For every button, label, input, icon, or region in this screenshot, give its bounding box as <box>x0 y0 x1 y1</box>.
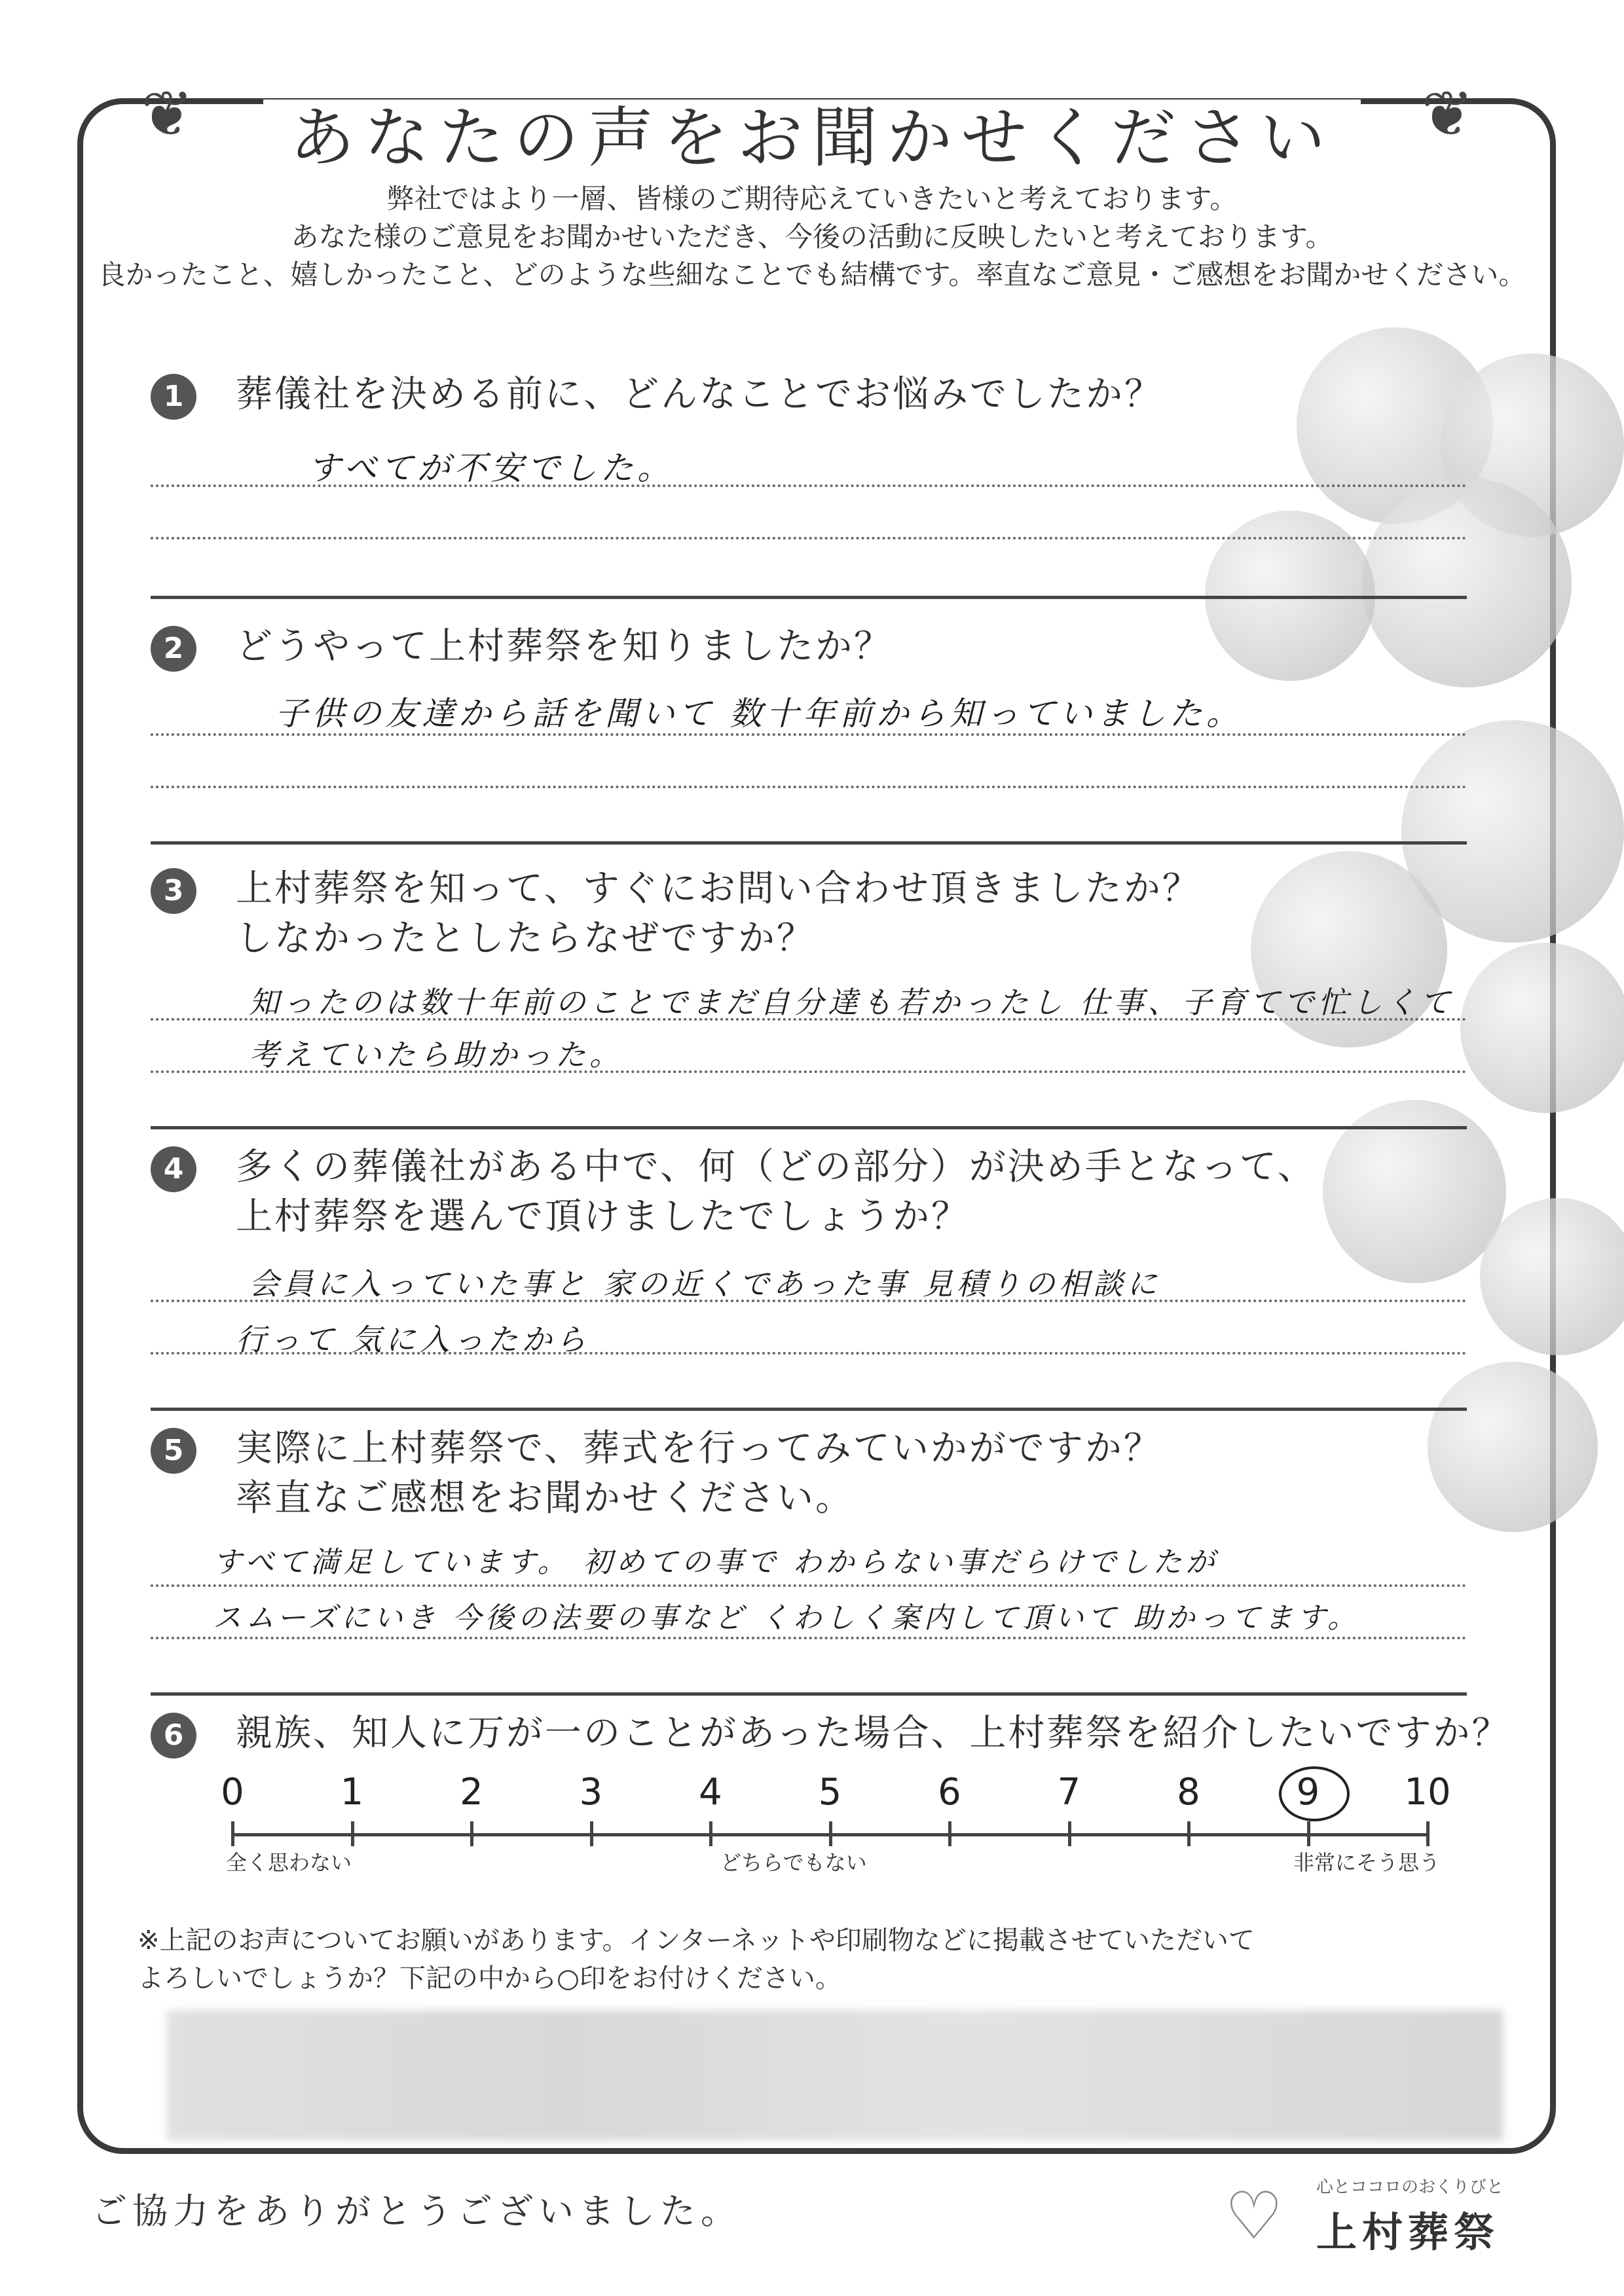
section-divider <box>151 841 1467 845</box>
scale-number[interactable]: 6 <box>938 1771 961 1813</box>
scale-number[interactable]: 9 <box>1296 1771 1320 1813</box>
scale-tick <box>231 1821 234 1846</box>
scale-number[interactable]: 8 <box>1177 1771 1200 1813</box>
answer-line <box>151 1584 1467 1587</box>
handwritten-answer: 子供の友達から話を聞いて 数十年前から知っていました。 <box>275 695 1243 733</box>
scale-tick <box>470 1821 473 1846</box>
question-text: 実際に上村葬祭で、葬式を行ってみていかがですか？ 率直なご感想をお聞かせください。 <box>236 1427 1162 1520</box>
redacted-consent-area <box>167 2010 1503 2141</box>
answer-line <box>151 1352 1467 1355</box>
question-text: 親族、知人に万が一のことがあった場合、上村葬祭を紹介したいですか？ <box>236 1712 1511 1755</box>
question-text: 上村葬祭を知って、すぐにお問い合わせ頂きましたか？ しなかったとしたらなぜですか？ <box>236 867 1201 960</box>
scale-tick <box>1426 1821 1430 1846</box>
scale-number[interactable]: 3 <box>579 1771 603 1813</box>
question-text: どうやって上村葬祭を知りましたか？ <box>236 625 893 668</box>
question-number: 5 <box>151 1428 196 1474</box>
heart-logo-icon: ♡ <box>1225 2178 1283 2254</box>
handwritten-answer: すべて満足しています。 初めての事で わからない事だらけでしたが <box>213 1546 1219 1579</box>
page-title: あなたの声をお聞かせください <box>0 85 1624 179</box>
handwritten-answer: 知ったのは数十年前のことでまだ自分達も若かったし 仕事、子育てで忙しくて <box>249 985 1454 1020</box>
selected-rating-circle <box>1279 1766 1350 1821</box>
scale-label-low: 全く思わない <box>226 1850 352 1875</box>
scale-number[interactable]: 7 <box>1057 1771 1081 1813</box>
answer-line <box>151 1637 1467 1639</box>
scale-number[interactable]: 10 <box>1404 1771 1451 1813</box>
intro-line: 弊社ではより一層、皆様のご期待応えていきたいと考えております。 <box>386 183 1238 215</box>
logo-name: 上村葬祭 <box>1316 2208 1500 2256</box>
answer-line <box>151 786 1467 788</box>
handwritten-answer: 会員に入っていた事と 家の近くであった事 見積りの相談に <box>249 1266 1161 1302</box>
answer-line <box>151 1300 1467 1302</box>
handwritten-answer: スムーズにいき 今後の法要の事など くわしく案内して頂いて 助かってます。 <box>213 1601 1361 1635</box>
scale-tick <box>1187 1821 1190 1846</box>
answer-line <box>151 537 1467 539</box>
scale-tick <box>1307 1821 1310 1846</box>
answer-line <box>151 733 1467 736</box>
handwritten-answer: 行って 気に入ったから <box>236 1322 590 1357</box>
question-text: 葬儀社を決める前に、どんなことでお悩みでしたか？ <box>236 373 1163 416</box>
section-divider <box>151 596 1467 599</box>
scale-tick <box>590 1821 593 1846</box>
answer-line <box>151 484 1467 487</box>
answer-line <box>151 1070 1467 1073</box>
question-text: 多くの葬儀社がある中で、何（どの部分）が決め手となって、 上村葬祭を選んで頂けましたでしょうか？ <box>236 1146 1316 1238</box>
intro-text <box>0 180 1624 294</box>
company-logo <box>1225 2174 1565 2265</box>
intro-line: 良かったこと、嬉しかったこと、どのような些細なことでも結構です。率直なご意見・ご感想をお聞かせください。 <box>98 259 1526 291</box>
scale-number[interactable]: 1 <box>340 1771 364 1813</box>
scale-tick <box>1068 1821 1071 1846</box>
logo-tagline: 心とココロのおくりびと <box>1316 2178 1504 2197</box>
scale-tick <box>709 1821 712 1846</box>
scale-number[interactable]: 5 <box>818 1771 842 1813</box>
scale-label-high: 非常にそう思う <box>1293 1850 1441 1875</box>
scale-label-mid: どちらでもない <box>720 1850 867 1875</box>
scale-tick <box>351 1821 354 1846</box>
question-number: 4 <box>151 1146 196 1192</box>
thanks-message: ご協力をありがとうございました。 <box>92 2191 741 2232</box>
section-divider <box>151 1692 1467 1696</box>
question-number: 3 <box>151 868 196 914</box>
right-flourish-icon: ❦ <box>1421 77 1474 151</box>
question-number: 2 <box>151 626 196 672</box>
question-number: 1 <box>151 374 196 420</box>
handwritten-answer: 考えていたら助かった。 <box>249 1037 623 1072</box>
scale-number[interactable]: 4 <box>699 1771 722 1813</box>
scale-number[interactable]: 0 <box>221 1771 244 1813</box>
publication-consent-note: ※上記のお声についてお願いがあります。インターネットや印刷物などに掲載させていただいて よろしいでしょうか？下記の中から○印をお付けください。 <box>138 1925 1255 1994</box>
left-flourish-icon: ❦ <box>141 77 194 151</box>
scale-number[interactable]: 2 <box>460 1771 483 1813</box>
section-divider <box>151 1408 1467 1411</box>
clover-background-decoration <box>1153 314 1624 1558</box>
answer-line <box>151 1018 1467 1021</box>
question-number: 6 <box>151 1713 196 1758</box>
scale-tick <box>948 1821 951 1846</box>
intro-line: あなた様のご意見をお聞かせいただき、今後の活動に反映したいと考えております。 <box>291 221 1333 253</box>
scale-tick <box>829 1821 832 1846</box>
handwritten-answer: すべてが不安でした。 <box>308 449 674 487</box>
section-divider <box>151 1126 1467 1129</box>
